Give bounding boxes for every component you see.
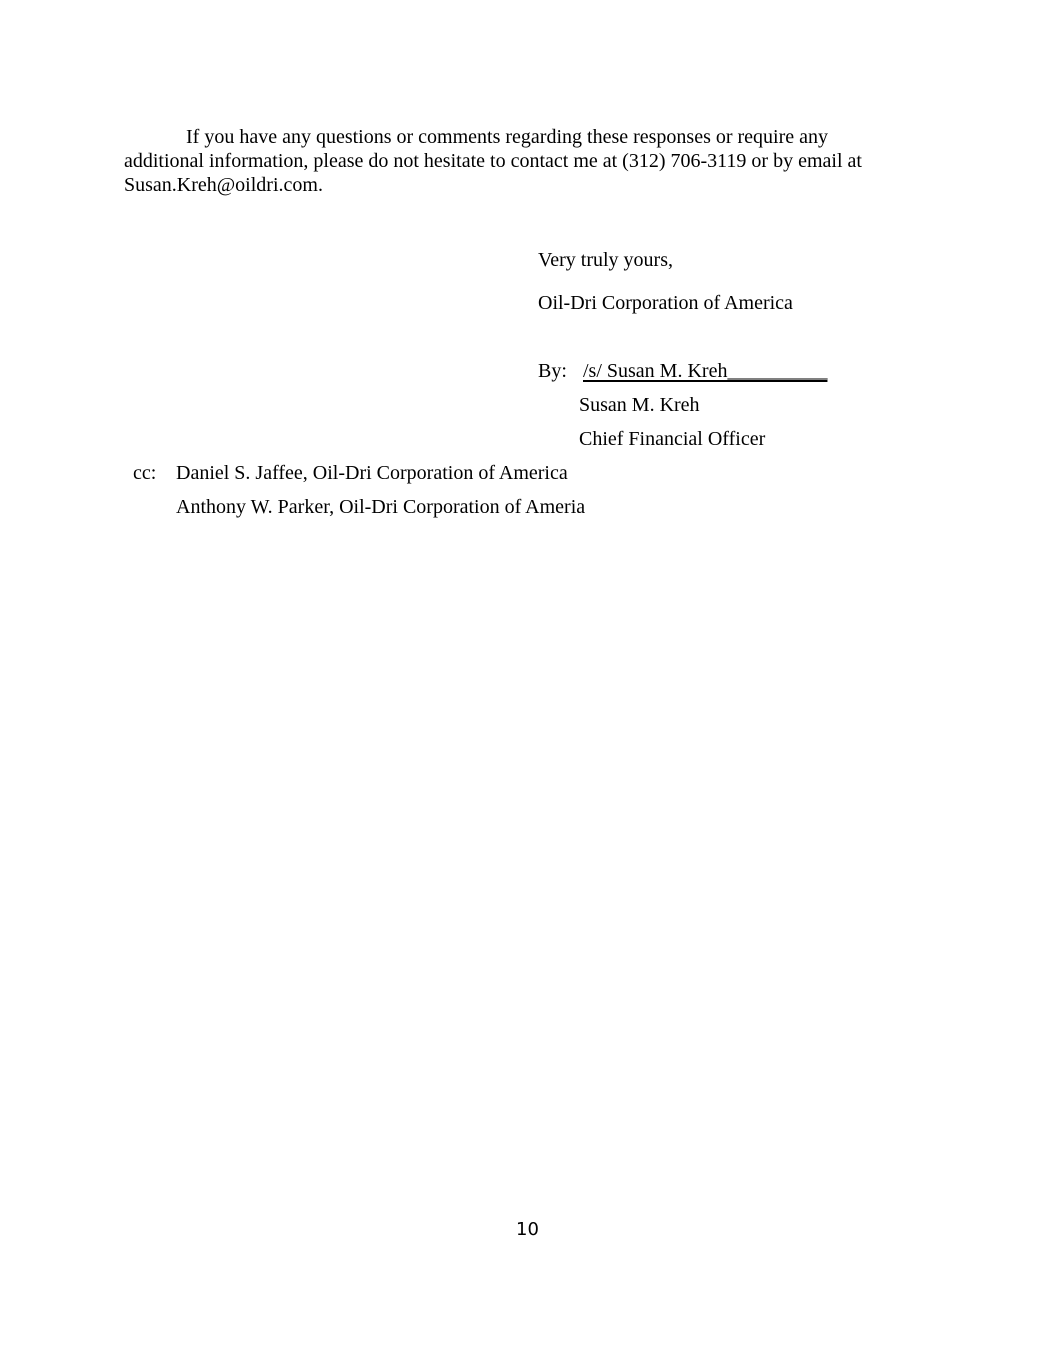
cc-recipient: Daniel S. Jaffee, Oil-Dri Corporation of America	[176, 462, 568, 484]
by-label: By:	[538, 360, 567, 382]
cc-recipient: Anthony W. Parker, Oil-Dri Corporation of Ameria	[176, 496, 586, 518]
paragraph-line: additional information, please do not hesitate to contact me at (312) 706-3119 or by email at	[124, 150, 862, 172]
company-name: Oil-Dri Corporation of America	[538, 292, 793, 314]
signer-name: Susan M. Kreh	[579, 394, 700, 416]
cc-label: cc:	[133, 462, 157, 484]
page-number: 10	[516, 1219, 539, 1240]
signer-title: Chief Financial Officer	[579, 428, 766, 450]
closing-paragraph	[124, 125, 914, 197]
paragraph-line: Susan.Kreh@oildri.com.	[124, 174, 323, 196]
signature-line: /s/ Susan M. Kreh__________	[583, 360, 828, 382]
paragraph-line: If you have any questions or comments regarding these responses or require any	[186, 126, 829, 148]
sign-off: Very truly yours,	[538, 249, 673, 271]
